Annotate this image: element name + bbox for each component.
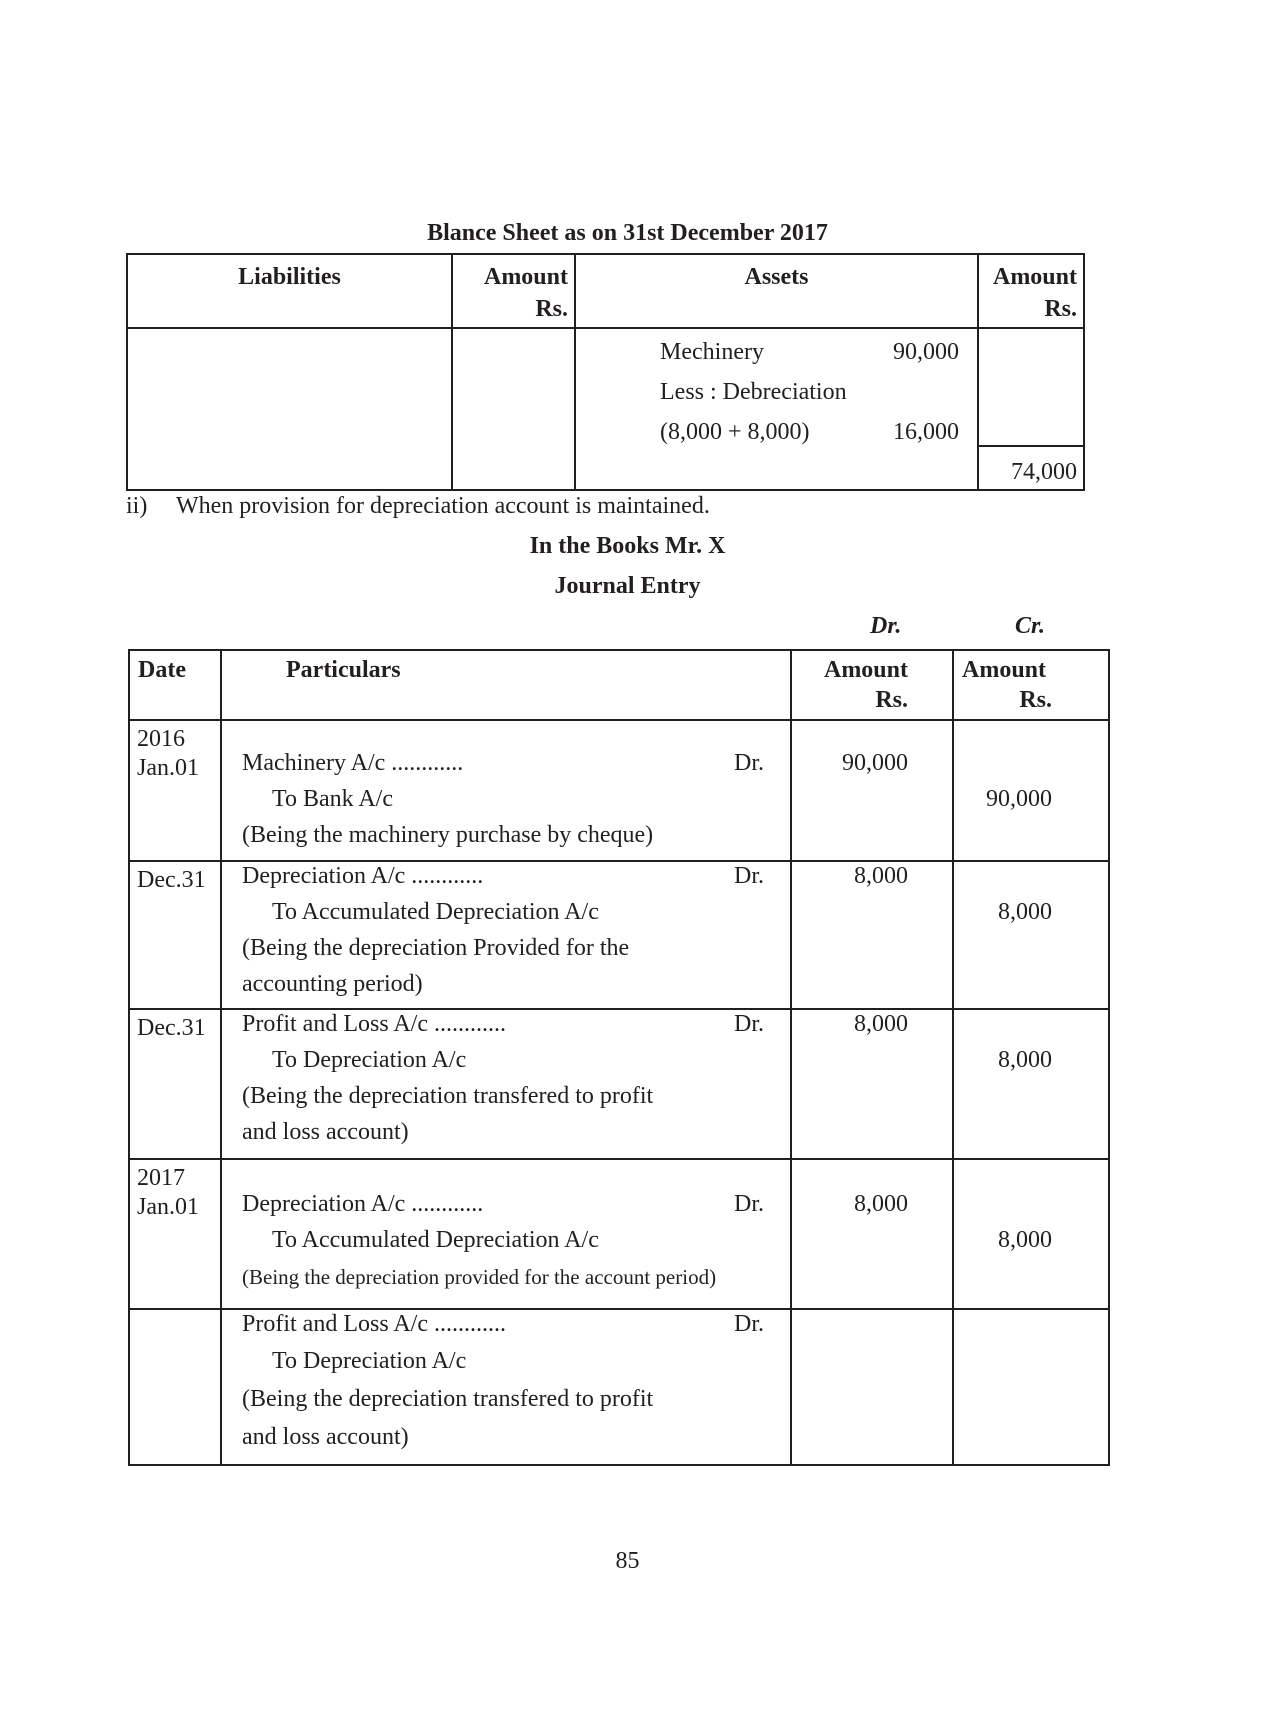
dr-amount-cell: [791, 1009, 953, 1159]
debit-account: Profit and Loss A/c ............: [242, 1311, 506, 1337]
particulars-cell: [221, 1309, 791, 1465]
dr-amount: 8,000: [854, 1011, 908, 1037]
date-cell: [129, 1009, 221, 1159]
particulars-cell: [221, 1159, 791, 1309]
journal-header-row: [129, 650, 1109, 720]
balance-sheet-title: Blance Sheet as on 31st December 2017: [427, 220, 828, 246]
cr-amount-cell: [953, 1309, 1109, 1465]
particulars-header: [221, 650, 791, 720]
liabilities-cell: [127, 328, 452, 490]
liabilities-amount-header: [452, 254, 575, 328]
debit-account: Machinery A/c ............: [242, 750, 464, 776]
total-divider: [979, 445, 1083, 447]
assets-header-label: Assets: [744, 264, 809, 290]
particulars-cell: [221, 720, 791, 861]
particulars-cell: [221, 1009, 791, 1159]
dr-amount-cell: [791, 1159, 953, 1309]
date-day: Jan.01: [137, 1194, 199, 1220]
date-day: Dec.31: [137, 867, 206, 893]
journal-row: [129, 1009, 1109, 1159]
assets-amount-cell: [978, 328, 1084, 490]
narration: (Being the machinery purchase by cheque): [242, 822, 654, 848]
currency-label: Rs.: [1044, 296, 1077, 322]
dr-mark: Dr.: [734, 863, 764, 889]
date-day: Dec.31: [137, 1015, 206, 1041]
narration: (Being the depreciation Provided for the: [242, 935, 630, 961]
assets-cell: [575, 328, 978, 490]
journal-row: [129, 720, 1109, 861]
dr-amount: 8,000: [854, 1191, 908, 1217]
date-header-label: Date: [138, 657, 186, 683]
dr-amount-cell: [791, 1309, 953, 1465]
date-year: 2017: [137, 1165, 185, 1191]
narration: (Being the depreciation provided for the account period): [242, 1265, 717, 1289]
dr-amount: 90,000: [842, 750, 908, 776]
credit-account: To Accumulated Depreciation A/c: [272, 1227, 599, 1253]
narration: (Being the depreciation transfered to profit: [242, 1386, 654, 1412]
journal-row: [129, 1159, 1109, 1309]
assets-amount-header: [978, 254, 1084, 328]
debit-account: Profit and Loss A/c ............: [242, 1011, 506, 1037]
dr-amount-cell: [791, 720, 953, 861]
date-cell: [129, 1159, 221, 1309]
cr-amount-cell: [953, 1159, 1109, 1309]
dr-mark: Dr.: [734, 1011, 764, 1037]
depreciation-calc-label: (8,000 + 8,000): [660, 419, 810, 445]
cr-amount-header: [953, 650, 1109, 720]
credit-account: To Accumulated Depreciation A/c: [272, 899, 599, 925]
cr-label: Cr.: [1015, 613, 1046, 639]
depreciation-calc-value: 16,000: [893, 419, 959, 445]
date-cell: [129, 720, 221, 861]
cr-amount-cell: [953, 1009, 1109, 1159]
cr-amount: 8,000: [998, 1047, 1052, 1073]
particulars-header-label: Particulars: [286, 657, 401, 683]
currency-label: Rs.: [875, 687, 908, 713]
narration-continued: and loss account): [242, 1424, 409, 1450]
journal-row: [129, 1309, 1109, 1465]
credit-account: To Depreciation A/c: [272, 1348, 467, 1374]
currency-label: Rs.: [535, 296, 568, 322]
note-number: ii): [126, 493, 148, 519]
narration: (Being the depreciation transfered to profit: [242, 1083, 654, 1109]
narration-continued: and loss account): [242, 1119, 409, 1145]
liabilities-header-label: Liabilities: [238, 264, 341, 290]
cr-amount-cell: [953, 861, 1109, 1009]
balance-sheet-table: [126, 253, 1085, 491]
debit-account: Depreciation A/c ............: [242, 1191, 484, 1217]
debit-account: Depreciation A/c ............: [242, 863, 484, 889]
journal-title: Journal Entry: [554, 573, 701, 599]
page-number: 85: [615, 1548, 640, 1574]
assets-total: 74,000: [1011, 459, 1077, 485]
journal-row: [129, 861, 1109, 1009]
date-header: [129, 650, 221, 720]
dr-amount-cell: [791, 861, 953, 1009]
journal-table: [128, 649, 1110, 1466]
date-day: Jan.01: [137, 755, 199, 781]
amount-label: Amount: [962, 657, 1047, 683]
assets-header: [575, 254, 978, 328]
dr-amount-header: [791, 650, 953, 720]
dr-amount: 8,000: [854, 863, 908, 889]
narration-continued: accounting period): [242, 971, 423, 997]
particulars-cell: [221, 861, 791, 1009]
date-cell: [129, 861, 221, 1009]
dr-label: Dr.: [870, 613, 902, 639]
liabilities-amount-cell: [452, 328, 575, 490]
amount-label: Amount: [483, 264, 568, 290]
note-text: When provision for depreciation account is maintained.: [176, 493, 710, 519]
credit-account: To Bank A/c: [272, 786, 393, 812]
balance-sheet-header-row: [127, 254, 1084, 328]
cr-amount: 90,000: [986, 786, 1052, 812]
date-cell: [129, 1309, 221, 1465]
dr-mark: Dr.: [734, 1311, 764, 1337]
machinery-label: Mechinery: [660, 339, 764, 365]
machinery-value: 90,000: [893, 339, 959, 365]
dr-mark: Dr.: [734, 750, 764, 776]
cr-amount: 8,000: [998, 899, 1052, 925]
date-year: 2016: [137, 726, 185, 752]
amount-label: Amount: [992, 264, 1077, 290]
liabilities-header: [127, 254, 452, 328]
cr-amount-cell: [953, 720, 1109, 861]
cr-amount: 8,000: [998, 1227, 1052, 1253]
less-depreciation-label: Less : Debreciation: [660, 379, 847, 405]
amount-label: Amount: [823, 657, 908, 683]
balance-sheet-body-row: [127, 328, 1084, 490]
books-title: In the Books Mr. X: [529, 533, 726, 559]
credit-account: To Depreciation A/c: [272, 1047, 467, 1073]
dr-mark: Dr.: [734, 1191, 764, 1217]
currency-label: Rs.: [1019, 687, 1052, 713]
